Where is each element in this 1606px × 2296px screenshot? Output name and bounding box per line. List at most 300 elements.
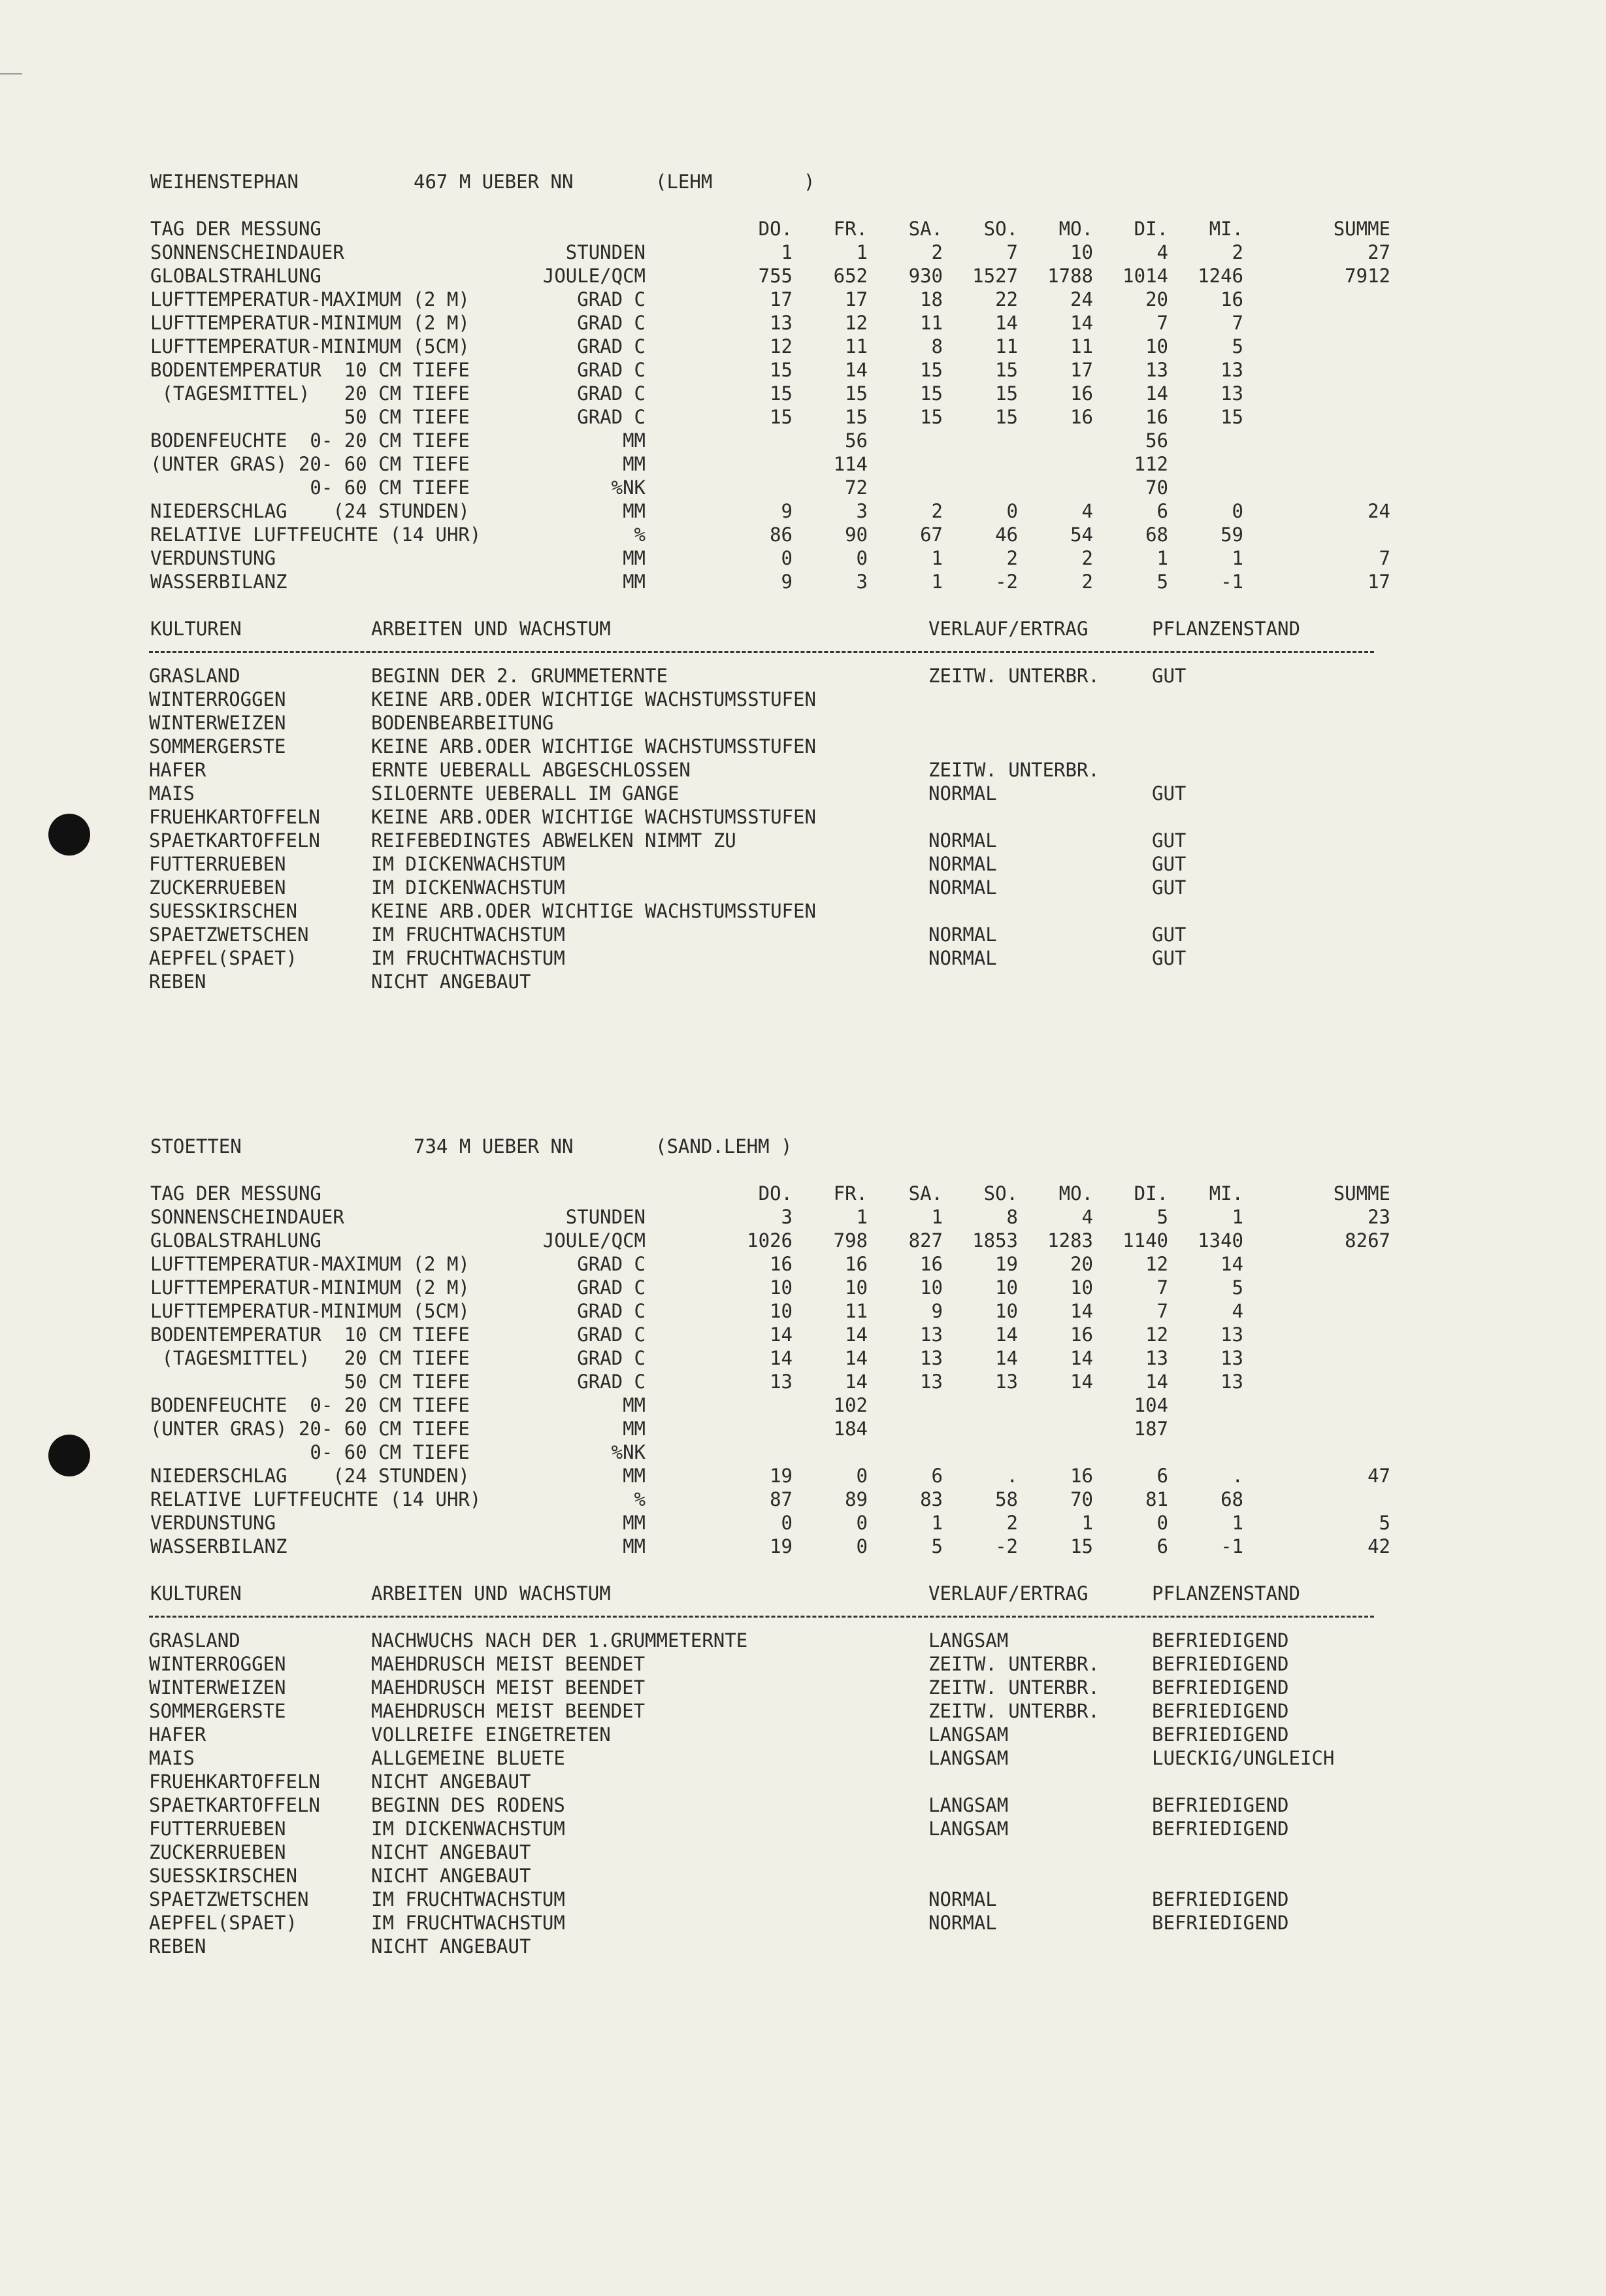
measure-label: TAG DER MESSUNG [150,1182,321,1205]
crops-header-arbeiten: ARBEITEN UND WACHSTUM [371,1582,611,1605]
measure-value: 2 [1081,571,1093,593]
measure-unit: GRAD C [577,382,646,405]
crop-verlauf: NORMAL [928,829,997,852]
measure-value: 2 [1232,241,1243,263]
measure-value: 14 [995,1347,1018,1369]
measure-value: SO. [983,1182,1018,1205]
measure-value: 9 [781,500,793,522]
measure-label: GLOBALSTRAHLUNG [150,1229,321,1252]
measure-label: GLOBALSTRAHLUNG [150,265,321,287]
crop-name: MAIS [149,782,195,805]
measure-value: 16 [770,1253,793,1275]
measure-label: NIEDERSCHLAG (24 STUNDEN) [150,500,470,522]
measure-label: 0- 60 CM TIEFE [150,476,470,499]
measure-unit: JOULE/QCM [542,1229,646,1252]
measure-value: 15 [920,406,943,428]
crops-header-stand: PFLANZENSTAND [1152,618,1300,640]
crop-name: HAFER [149,759,206,781]
crop-stand: BEFRIEDIGEND [1152,1794,1289,1816]
measure-row [149,241,1390,264]
measure-label: WASSERBILANZ [150,571,287,593]
measure-value: 18 [920,288,943,310]
crop-row [149,923,1377,946]
crop-name: FRUEHKARTOFFELN [149,806,320,828]
measure-value: 2 [931,500,943,522]
measure-value: 1 [931,571,943,593]
measure-value: 13 [770,1371,793,1393]
measure-value: 10 [1145,335,1168,358]
crop-work: IM FRUCHTWACHSTUM [371,1912,565,1934]
measure-value: -2 [995,1535,1018,1557]
measure-value: 13 [1145,359,1168,381]
measure-value: 8 [931,335,943,358]
measure-value: 1340 [1198,1229,1243,1252]
measure-value: 13 [920,1371,943,1393]
measure-value: 10 [1070,241,1093,263]
crop-stand: GUT [1152,829,1187,852]
measure-value: 11 [995,335,1018,358]
measure-unit: % [634,1488,646,1510]
measure-value: 0 [856,547,868,569]
measure-value: 12 [1145,1253,1168,1275]
crop-name: FUTTERRUEBEN [149,853,286,875]
measure-value: 0 [781,547,793,569]
crop-work: ALLGEMEINE BLUETE [371,1747,565,1769]
measure-value: 6 [1156,1465,1168,1487]
measure-label: BODENFEUCHTE 0- 20 CM TIEFE [150,1394,470,1416]
dashed-separator [149,1605,1377,1629]
measure-row [149,1205,1390,1229]
measure-row [149,288,1377,311]
measure-value: 1014 [1123,265,1168,287]
measure-value: 11 [845,335,868,358]
measure-row [149,452,1377,476]
measure-unit: %NK [611,1441,646,1463]
measure-value: DI. [1134,218,1168,240]
measure-value: 6 [1156,500,1168,522]
crop-work: KEINE ARB.ODER WICHTIGE WACHSTUMSSTUFEN [371,806,816,828]
crop-name: ZUCKERRUEBEN [149,876,286,899]
crop-row [149,664,1377,688]
measure-value: 13 [1221,1371,1243,1393]
measure-unit: MM [623,547,646,569]
measure-value: 2 [1006,1512,1018,1534]
measure-value: 70 [1145,476,1168,499]
measure-value: 16 [1070,382,1093,405]
crop-verlauf: ZEITW. UNTERBR. [928,665,1100,687]
edge-mark [0,73,22,75]
crop-name: SOMMERGERSTE [149,735,286,757]
measure-unit: MM [623,453,646,475]
measure-label: LUFTTEMPERATUR-MAXIMUM (2 M) [150,1253,470,1275]
crop-work: ERNTE UEBERALL ABGESCHLOSSEN [371,759,691,781]
measure-row [149,499,1390,523]
measure-value: . [1232,1465,1243,1487]
measure-value: 67 [920,524,943,546]
measure-value: 2 [1006,547,1018,569]
measure-value: 13 [1145,1347,1168,1369]
crop-stand: GUT [1152,782,1187,805]
measure-row [149,311,1377,335]
crop-work: NACHWUCHS NACH DER 1.GRUMMETERNTE [371,1629,748,1652]
measure-unit: GRAD C [577,1371,646,1393]
crop-row [149,1629,1377,1652]
crop-verlauf: LANGSAM [928,1818,1009,1840]
measure-label: RELATIVE LUFTFEUCHTE (14 UHR) [150,524,482,546]
crop-row [149,1840,1377,1864]
measure-unit: MM [623,1394,646,1416]
measure-value: 4 [1156,241,1168,263]
measure-label: LUFTTEMPERATUR-MINIMUM (2 M) [150,312,470,334]
crops-header-stand: PFLANZENSTAND [1152,1582,1300,1605]
measure-label: BODENTEMPERATUR 10 CM TIEFE [150,1323,470,1346]
measure-value: 1 [856,1206,868,1228]
measure-value: -2 [995,571,1018,593]
measure-value: 5 [931,1535,943,1557]
station-altitude: 467 M UEBER NN [414,171,574,193]
station-stoetten [149,1135,1390,1958]
crop-row [149,829,1377,852]
crop-name: HAFER [149,1723,206,1746]
measure-value: 0 [856,1512,868,1534]
crop-name: SUESSKIRSCHEN [149,900,297,922]
crop-stand: BEFRIEDIGEND [1152,1653,1289,1675]
measure-value: 13 [920,1323,943,1346]
measure-row [149,523,1377,546]
measure-value: 12 [845,312,868,334]
crop-row [149,1911,1377,1935]
crop-row [149,1793,1377,1817]
measure-value: 72 [845,476,868,499]
measure-row [149,1252,1377,1276]
crop-row [149,688,1377,711]
measure-unit: %NK [611,476,646,499]
measure-value: 7 [1006,241,1018,263]
crop-work: MAEHDRUSCH MEIST BEENDET [371,1653,646,1675]
measure-value: 90 [845,524,868,546]
measure-value: 7 [1156,1300,1168,1322]
measure-value: MO. [1058,1182,1093,1205]
measure-value: 14 [1070,1371,1093,1393]
measure-value: 930 [908,265,943,287]
crop-verlauf: NORMAL [928,853,997,875]
measure-value: 1527 [972,265,1018,287]
crop-name: AEPFEL(SPAET) [149,1912,297,1934]
crops-header [149,617,1377,641]
measure-value: 13 [1221,1323,1243,1346]
measure-unit: STUNDEN [565,241,646,263]
measure-value: 9 [781,571,793,593]
station-weihenstephan [149,170,1390,993]
crop-stand: BEFRIEDIGEND [1152,1629,1289,1652]
crop-verlauf: ZEITW. UNTERBR. [928,759,1100,781]
measure-value: 187 [1134,1418,1168,1440]
measure-value: 15 [1221,406,1243,428]
crop-stand: LUECKIG/UNGLEICH [1152,1747,1335,1769]
crop-row [149,735,1377,758]
measure-value: 16 [920,1253,943,1275]
measure-label: LUFTTEMPERATUR-MINIMUM (5CM) [150,1300,470,1322]
crop-row [149,1888,1377,1911]
crop-row [149,1699,1377,1723]
measure-value: 0 [1232,500,1243,522]
crop-row [149,1746,1377,1770]
measure-value: DI. [1134,1182,1168,1205]
measure-value: 13 [1221,382,1243,405]
measure-value: 1 [1232,1206,1243,1228]
measure-value: 15 [1070,1535,1093,1557]
measure-value: 15 [845,406,868,428]
measure-value: 16 [845,1253,868,1275]
crop-name: SUESSKIRSCHEN [149,1865,297,1887]
crops-header [149,1582,1377,1605]
measure-value: 14 [770,1323,793,1346]
measure-value: 19 [995,1253,1018,1275]
crop-name: ZUCKERRUEBEN [149,1841,286,1863]
station-soil: (LEHM ) [655,171,815,193]
measure-sum: 8267 [1345,1229,1390,1252]
measure-value: 81 [1145,1488,1168,1510]
crop-name: AEPFEL(SPAET) [149,947,297,969]
measure-row [149,264,1390,288]
measure-unit: MM [623,1465,646,1487]
measure-label: BODENFEUCHTE 0- 20 CM TIEFE [150,429,470,452]
measure-sum: 47 [1368,1465,1390,1487]
measure-value: 22 [995,288,1018,310]
crop-name: FRUEHKARTOFFELN [149,1771,320,1793]
station-soil: (SAND.LEHM ) [655,1135,793,1157]
measure-value: 16 [1145,406,1168,428]
measure-value: 1 [1232,1512,1243,1534]
measure-value: MI. [1209,1182,1243,1205]
measure-value: 1140 [1123,1229,1168,1252]
measure-value: 19 [770,1465,793,1487]
measure-row [149,1464,1390,1488]
measure-unit: MM [623,429,646,452]
measure-value: 112 [1134,453,1168,475]
crop-row [149,946,1377,970]
measure-value: 16 [1070,1465,1093,1487]
measure-value: 2 [1081,547,1093,569]
crop-work: VOLLREIFE EINGETRETEN [371,1723,611,1746]
crop-row [149,758,1377,782]
measure-row [149,335,1377,358]
measure-value: 15 [920,382,943,405]
measure-label: 50 CM TIEFE [150,1371,470,1393]
crop-work: NICHT ANGEBAUT [371,1771,531,1793]
measure-value: 4 [1232,1300,1243,1322]
measure-value: 59 [1221,524,1243,546]
measure-value: 54 [1070,524,1093,546]
measure-value: 86 [770,524,793,546]
measure-value: 12 [1145,1323,1168,1346]
crops-header-verlauf: VERLAUF/ERTRAG [928,618,1089,640]
station-header [149,1135,1377,1158]
measure-value: 17 [770,288,793,310]
measure-value: 1 [931,1206,943,1228]
measure-value: 14 [845,1371,868,1393]
measure-label: RELATIVE LUFTFEUCHTE (14 UHR) [150,1488,482,1510]
measure-row [149,476,1377,499]
measure-label: TAG DER MESSUNG [150,218,321,240]
measure-label: BODENTEMPERATUR 10 CM TIEFE [150,359,470,381]
measure-value: 70 [1070,1488,1093,1510]
measure-value: 14 [1145,382,1168,405]
crop-row [149,1864,1377,1888]
measure-value: 3 [856,500,868,522]
crop-stand: BEFRIEDIGEND [1152,1723,1289,1746]
crop-name: REBEN [149,1935,206,1957]
crop-name: FUTTERRUEBEN [149,1818,286,1840]
crop-name: SPAETZWETSCHEN [149,1888,309,1910]
crop-work: BEGINN DER 2. GRUMMETERNTE [371,665,668,687]
measure-value: 7 [1156,1276,1168,1299]
measure-value: 15 [920,359,943,381]
measure-value: DO. [758,1182,793,1205]
crop-name: GRASLAND [149,1629,240,1652]
crop-name: WINTERWEIZEN [149,712,286,734]
measure-value: 1 [931,1512,943,1534]
crop-work: IM DICKENWACHSTUM [371,876,565,899]
measure-value: 6 [1156,1535,1168,1557]
measure-sum: 5 [1379,1512,1390,1534]
measure-unit: GRAD C [577,1347,646,1369]
measure-sum: 42 [1368,1535,1390,1557]
measure-value: 10 [845,1276,868,1299]
measure-value: 15 [995,359,1018,381]
measure-value: 184 [833,1418,868,1440]
measure-label: LUFTTEMPERATUR-MINIMUM (2 M) [150,1276,470,1299]
measure-unit: MM [623,571,646,593]
measure-value: 755 [758,265,793,287]
measure-row [149,1370,1377,1393]
measure-unit: MM [623,1512,646,1534]
measure-value: 4 [1081,1206,1093,1228]
crop-row [149,899,1377,923]
crop-name: MAIS [149,1747,195,1769]
measure-value: 2 [931,241,943,263]
crop-row [149,782,1377,805]
measure-value: 1 [1232,547,1243,569]
measure-value: 15 [995,382,1018,405]
crop-row [149,805,1377,829]
measure-value: 5 [1232,335,1243,358]
crop-work: IM DICKENWACHSTUM [371,853,565,875]
crop-work: NICHT ANGEBAUT [371,971,531,993]
measure-value: 652 [833,265,868,287]
measure-row [149,1393,1377,1417]
crop-name: WINTERWEIZEN [149,1676,286,1699]
measure-value: 10 [920,1276,943,1299]
crop-row [149,1676,1377,1699]
measure-value: SA. [908,1182,943,1205]
measure-row [149,546,1390,570]
measure-value: 11 [845,1300,868,1322]
measure-value: 10 [995,1300,1018,1322]
measure-value: 20 [1070,1253,1093,1275]
measure-label: VERDUNSTUNG [150,1512,276,1534]
measure-value: 14 [1145,1371,1168,1393]
measure-value: 14 [1070,312,1093,334]
measure-value: 3 [781,1206,793,1228]
measure-value: 1283 [1047,1229,1093,1252]
measure-value: 10 [770,1276,793,1299]
measure-unit: % [634,524,646,546]
crop-row [149,1935,1377,1958]
measure-sum: 23 [1368,1206,1390,1228]
crop-row [149,970,1377,993]
measure-row [149,1417,1377,1440]
crops-header-verlauf: VERLAUF/ERTRAG [928,1582,1089,1605]
crop-verlauf: LANGSAM [928,1629,1009,1652]
crop-verlauf: LANGSAM [928,1747,1009,1769]
measure-row [149,217,1390,241]
measure-label: (UNTER GRAS) 20- 60 CM TIEFE [150,1418,470,1440]
crop-work: REIFEBEDINGTES ABWELKEN NIMMT ZU [371,829,736,852]
measure-row [149,358,1377,382]
crop-row [149,876,1377,899]
measure-value: 7 [1232,312,1243,334]
crop-verlauf: NORMAL [928,947,997,969]
measure-value: FR. [833,1182,868,1205]
measure-value: 102 [833,1394,868,1416]
measure-value: 9 [931,1300,943,1322]
measure-row [149,1346,1377,1370]
measure-value: MO. [1058,218,1093,240]
measure-value: 1853 [972,1229,1018,1252]
measure-row [149,570,1390,593]
measure-label: (TAGESMITTEL) 20 CM TIEFE [150,382,470,405]
crop-verlauf: NORMAL [928,782,997,805]
measure-value: -1 [1221,1535,1243,1557]
measure-label: WASSERBILANZ [150,1535,287,1557]
crop-verlauf: NORMAL [928,923,997,946]
measure-value: 827 [908,1229,943,1252]
measure-value: 14 [1221,1253,1243,1275]
measure-value: 3 [856,571,868,593]
measure-value: 0 [856,1465,868,1487]
measure-value: . [1006,1465,1018,1487]
crop-work: IM DICKENWACHSTUM [371,1818,565,1840]
measure-unit: GRAD C [577,359,646,381]
measure-unit: MM [623,1418,646,1440]
crop-verlauf: NORMAL [928,876,997,899]
measure-value: 5 [1156,571,1168,593]
measure-value: 13 [995,1371,1018,1393]
measure-value: 14 [995,312,1018,334]
measure-value: 87 [770,1488,793,1510]
measure-value: 56 [845,429,868,452]
measure-value: 56 [1145,429,1168,452]
measure-value: 114 [833,453,868,475]
measure-value: 14 [1070,1300,1093,1322]
crop-verlauf: NORMAL [928,1912,997,1934]
station-header [149,170,1377,193]
measure-value: FR. [833,218,868,240]
measure-value: 104 [1134,1394,1168,1416]
measure-value: 8 [1006,1206,1018,1228]
crop-work: MAEHDRUSCH MEIST BEENDET [371,1676,646,1699]
measure-value: 11 [920,312,943,334]
crop-row [149,1652,1377,1676]
measure-unit: STUNDEN [565,1206,646,1228]
dashed-separator [149,641,1377,664]
measure-value: 15 [770,359,793,381]
measure-value: 1 [1081,1512,1093,1534]
measure-value: 16 [1070,406,1093,428]
measure-value: 15 [770,382,793,405]
crops-header-arbeiten: ARBEITEN UND WACHSTUM [371,618,611,640]
